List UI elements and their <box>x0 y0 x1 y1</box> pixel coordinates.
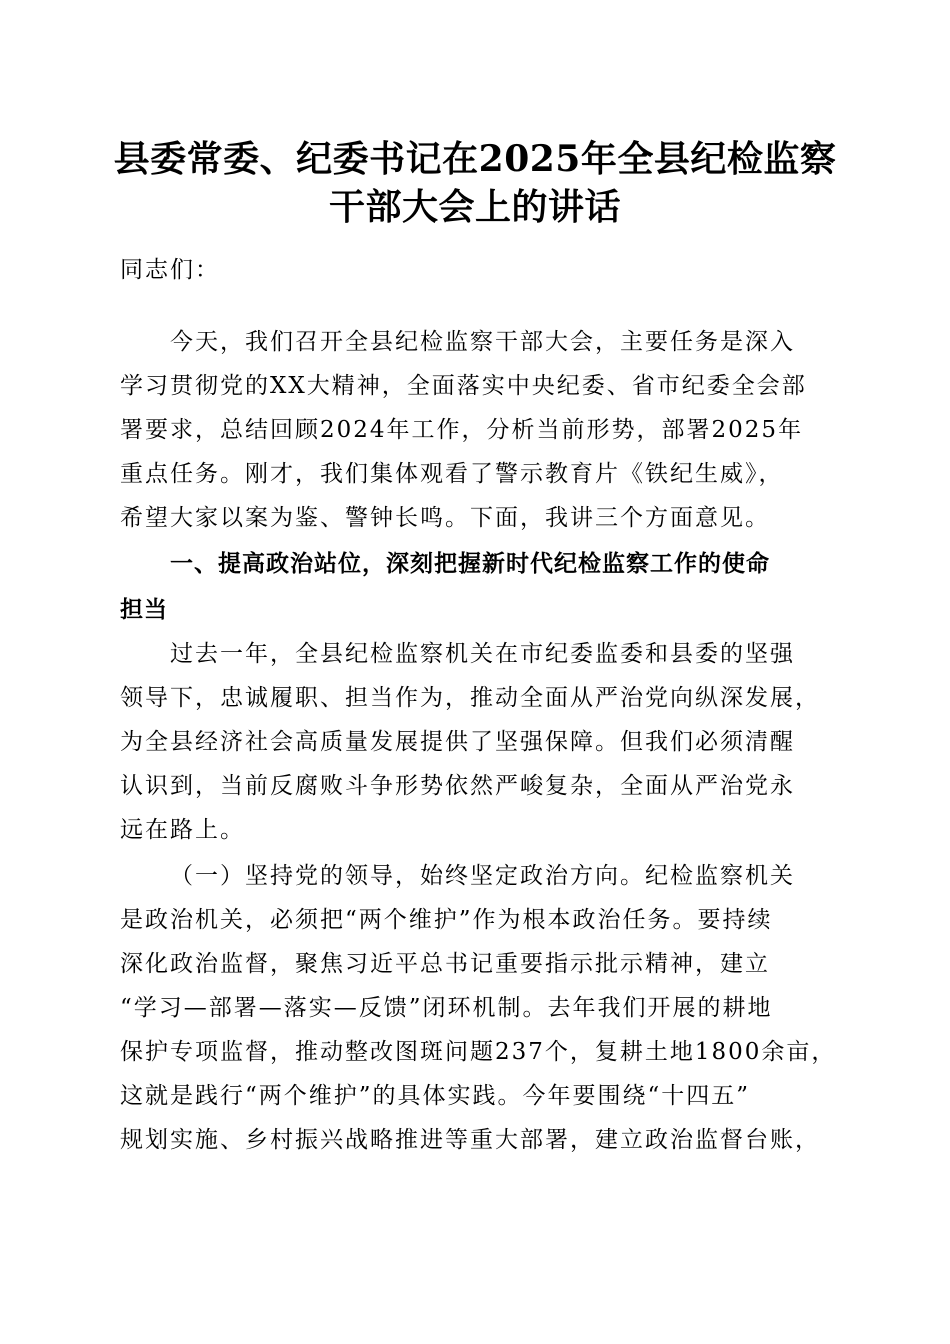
intro-line: 今天，我们召开全县纪检监察干部大会，主要任务是深入 <box>170 329 795 355</box>
section-paragraph-line: 过去一年，全县纪检监察机关在市纪委监委和县委的坚强 <box>170 641 795 667</box>
intro-line: 希望大家以案为鉴、警钟长鸣。下面，我讲三个方面意见。 <box>120 505 770 531</box>
document-title-line-2: 干部大会上的讲话 <box>328 186 621 228</box>
document-title-line-1: 县委常委、纪委书记在2025年全县纪检监察 <box>113 138 837 180</box>
section-paragraph-line: 领导下，忠诚履职、担当作为，推动全面从严治党向纵深发展， <box>120 685 820 711</box>
section-paragraph-line: 认识到，当前反腐败斗争形势依然严峻复杂，全面从严治党永 <box>120 773 795 799</box>
intro-line: 学习贯彻党的XX大精神，全面落实中央纪委、省市纪委全会部 <box>120 373 807 399</box>
subsection-line: 规划实施、乡村振兴战略推进等重大部署，建立政治监督台账， <box>120 1127 820 1153</box>
intro-line: 署要求，总结回顾2024年工作，分析当前形势，部署2025年 <box>120 417 804 443</box>
subsection-line: “学习—部署—落实—反馈”闭环机制。去年我们开展的耕地 <box>120 995 773 1021</box>
intro-line: 重点任务。刚才，我们集体观看了警示教育片《铁纪生威》， <box>120 461 784 487</box>
section-heading-line: 一、提高政治站位，深刻把握新时代纪检监察工作的使命 <box>170 551 770 577</box>
section-heading-line: 担当 <box>120 597 168 623</box>
subsection-line: 这就是践行“两个维护”的具体实践。今年要围绕“十四五” <box>120 1083 751 1109</box>
subsection-line: 保护专项监督，推动整改图斑问题237个，复耕土地1800余亩， <box>120 1039 837 1065</box>
section-paragraph-line: 为全县经济社会高质量发展提供了坚强保障。但我们必须清醒 <box>120 729 795 755</box>
subsection-line: 深化政治监督，聚焦习近平总书记重要指示批示精神，建立 <box>120 951 770 977</box>
subsection-line: （一）坚持党的领导，始终坚定政治方向。纪检监察机关 <box>170 863 795 889</box>
subsection-line: 是政治机关，必须把“两个维护”作为根本政治任务。要持续 <box>120 907 773 933</box>
section-paragraph-line: 远在路上。 <box>120 817 245 843</box>
salutation: 同志们： <box>120 257 220 283</box>
